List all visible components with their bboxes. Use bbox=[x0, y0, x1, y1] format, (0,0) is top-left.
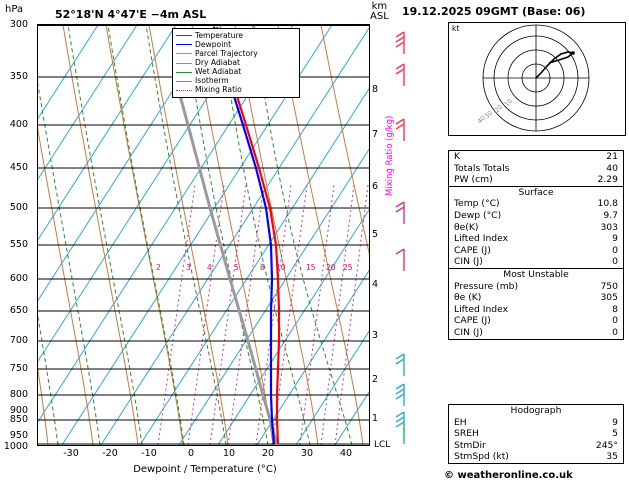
xtick-0: 0 bbox=[187, 448, 195, 459]
ytick-450: 450 bbox=[9, 162, 28, 173]
legend-item-mixing-ratio bbox=[176, 86, 296, 95]
hodo-row-sreh bbox=[449, 428, 623, 440]
mu-value-li: 8 bbox=[612, 303, 618, 315]
hodograph-table bbox=[448, 404, 624, 464]
mu-label-thetae: θe (K) bbox=[454, 292, 482, 304]
hodo-value-sreh: 5 bbox=[612, 428, 618, 440]
xtick--20: -20 bbox=[102, 448, 118, 459]
ytick-750: 750 bbox=[9, 363, 28, 374]
ytick-600: 600 bbox=[9, 273, 28, 284]
parcel-trajectory-curve bbox=[175, 77, 277, 444]
surface-value-temp: 10.8 bbox=[597, 198, 618, 210]
height-axis-label: km ASL bbox=[370, 1, 389, 22]
mixing-ratio-value-2: 2 bbox=[156, 263, 161, 272]
xtick--30: -30 bbox=[63, 448, 79, 459]
legend-item-dewpoint bbox=[176, 41, 296, 50]
mu-value-pressure: 750 bbox=[600, 280, 618, 292]
hodo-value-stmspd: 35 bbox=[606, 451, 618, 463]
hodograph-section-header: Hodograph bbox=[510, 405, 562, 416]
index-label-pw: PW (cm) bbox=[454, 174, 493, 186]
hodograph-svg bbox=[449, 23, 623, 133]
legend-swatch-dewpoint bbox=[176, 44, 192, 45]
mixing-ratio-value-5: 5 bbox=[234, 263, 239, 272]
xtick-30: 30 bbox=[300, 448, 314, 459]
legend-swatch-parcel bbox=[176, 53, 192, 54]
mu-label-cin: CIN (J) bbox=[454, 326, 483, 338]
mixing-ratio-value-8: 8 bbox=[260, 263, 265, 272]
mixing-ratio-value-10: 10 bbox=[276, 263, 286, 272]
legend-item-parcel bbox=[176, 50, 296, 59]
kmtick-3: 3 bbox=[372, 330, 379, 341]
legend-label-wet-adiabat: Wet Adiabat bbox=[195, 66, 242, 76]
hodo-row-stmspd bbox=[449, 451, 623, 463]
legend-swatch-isotherm bbox=[176, 81, 192, 82]
kmtick-8: 8 bbox=[372, 84, 379, 95]
surface-label-dewp: Dewp (°C) bbox=[454, 209, 502, 221]
index-row-k bbox=[449, 151, 623, 163]
mu-value-cape: 0 bbox=[612, 315, 618, 327]
hodo-row-stmdir bbox=[449, 440, 623, 452]
hodo-value-stmdir: 245° bbox=[595, 439, 618, 451]
legend-swatch-dry-adiabat bbox=[176, 63, 192, 64]
ytick-1000: 1000 bbox=[3, 441, 28, 452]
xtick--10: -10 bbox=[141, 448, 157, 459]
legend-label-temperature: Temperature bbox=[195, 30, 244, 40]
hodo-label-stmdir: StmDir bbox=[454, 439, 486, 451]
ytick-550: 550 bbox=[9, 239, 28, 250]
mixing-ratio-value-20: 20 bbox=[326, 263, 336, 272]
index-label-k: K bbox=[454, 151, 461, 162]
legend-label-dry-adiabat: Dry Adiabat bbox=[195, 57, 240, 67]
surface-label-cin: CIN (J) bbox=[454, 256, 483, 268]
svg-text:10: 10 bbox=[502, 96, 515, 109]
indices-table bbox=[448, 150, 624, 340]
ytick-800: 800 bbox=[9, 389, 28, 400]
legend-swatch-temperature bbox=[176, 35, 192, 36]
lcl-label: LCL bbox=[374, 440, 391, 450]
hodograph-endpoint bbox=[571, 51, 575, 55]
surface-label-thetae: θe(K) bbox=[454, 221, 479, 233]
ytick-900: 900 bbox=[9, 405, 28, 416]
x-axis-title: Dewpoint / Temperature (°C) bbox=[133, 464, 277, 475]
surface-row-thetae bbox=[449, 222, 623, 234]
kmtick-4: 4 bbox=[372, 279, 379, 290]
svg-text:40: 40 bbox=[475, 113, 488, 126]
mu-label-pressure: Pressure (mb) bbox=[454, 280, 519, 292]
mixing-ratio-value-3: 3 bbox=[186, 263, 191, 272]
index-row-totals bbox=[449, 163, 623, 175]
kmtick-7: 7 bbox=[372, 129, 379, 140]
mu-row-li bbox=[449, 304, 623, 316]
ytick-850: 850 bbox=[9, 414, 28, 425]
svg-text:20: 20 bbox=[492, 102, 505, 115]
most-unstable-section-header: Most Unstable bbox=[449, 268, 623, 281]
pressure-axis-label: hPa bbox=[5, 4, 24, 15]
surface-row-cin bbox=[449, 256, 623, 268]
mu-row-pressure bbox=[449, 281, 623, 293]
surface-value-cin: 0 bbox=[612, 256, 618, 268]
index-value-pw: 2.29 bbox=[597, 174, 618, 186]
hodo-label-eh: EH bbox=[454, 416, 467, 428]
mixing-ratio-value-25: 25 bbox=[343, 263, 353, 272]
legend-swatch-mixing-ratio bbox=[176, 90, 192, 91]
hodograph-unit-label: kt bbox=[452, 24, 460, 33]
surface-value-thetae: 303 bbox=[600, 221, 618, 233]
legend-label-mixing-ratio: Mixing Ratio bbox=[195, 85, 242, 95]
station-title: 52°18'N 4°47'E −4m ASL bbox=[55, 8, 207, 21]
kmtick-1: 1 bbox=[372, 413, 379, 424]
surface-row-li bbox=[449, 233, 623, 245]
run-datetime: 19.12.2025 09GMT (Base: 06) bbox=[402, 5, 586, 18]
surface-label-temp: Temp (°C) bbox=[454, 198, 500, 210]
svg-text:30: 30 bbox=[482, 108, 495, 121]
surface-row-temp bbox=[449, 198, 623, 210]
ytick-650: 650 bbox=[9, 305, 28, 316]
hodo-value-eh: 9 bbox=[612, 416, 618, 428]
mu-value-thetae: 305 bbox=[600, 292, 618, 304]
xtick-10: 10 bbox=[222, 448, 236, 459]
mu-label-cape: CAPE (J) bbox=[454, 315, 491, 327]
mu-row-cape bbox=[449, 315, 623, 327]
chart-legend bbox=[172, 28, 300, 98]
mixing-ratio-axis-title: Mixing Ratio (g/kg) bbox=[385, 115, 395, 196]
legend-label-dewpoint: Dewpoint bbox=[195, 39, 232, 49]
surface-label-cape: CAPE (J) bbox=[454, 244, 491, 256]
ytick-350: 350 bbox=[9, 71, 28, 82]
mu-value-cin: 0 bbox=[612, 326, 618, 338]
hodo-row-eh bbox=[449, 417, 623, 429]
ytick-300: 300 bbox=[9, 19, 28, 30]
mu-row-cin bbox=[449, 327, 623, 339]
copyright-credit: © weatheronline.co.uk bbox=[444, 470, 573, 481]
legend-label-parcel: Parcel Trajectory bbox=[195, 48, 258, 58]
mu-row-thetae bbox=[449, 292, 623, 304]
surface-label-li: Lifted Index bbox=[454, 233, 509, 245]
hodo-label-stmspd: StmSpd (kt) bbox=[454, 451, 509, 463]
legend-item-temperature bbox=[176, 32, 296, 41]
surface-value-dewp: 9.7 bbox=[603, 209, 618, 221]
index-row-pw bbox=[449, 174, 623, 186]
xtick-20: 20 bbox=[261, 448, 275, 459]
kmtick-2: 2 bbox=[372, 374, 379, 385]
surface-value-cape: 0 bbox=[612, 244, 618, 256]
surface-row-cape bbox=[449, 245, 623, 257]
mixing-ratio-value-15: 15 bbox=[306, 263, 316, 272]
hodo-label-sreh: SREH bbox=[454, 428, 479, 440]
surface-section-header: Surface bbox=[449, 186, 623, 199]
surface-row-dewp bbox=[449, 210, 623, 222]
mixing-ratio-value-4: 4 bbox=[207, 263, 212, 272]
kmtick-5: 5 bbox=[372, 229, 379, 240]
ytick-950: 950 bbox=[9, 430, 28, 441]
legend-swatch-wet-adiabat bbox=[176, 72, 192, 73]
legend-label-isotherm: Isotherm bbox=[195, 75, 229, 85]
kmtick-6: 6 bbox=[372, 181, 379, 192]
xtick-40: 40 bbox=[339, 448, 353, 459]
ytick-500: 500 bbox=[9, 202, 28, 213]
index-value-totals: 40 bbox=[606, 162, 618, 174]
ytick-700: 700 bbox=[9, 335, 28, 346]
surface-value-li: 9 bbox=[612, 233, 618, 245]
mu-label-li: Lifted Index bbox=[454, 303, 509, 315]
index-value-k: 21 bbox=[606, 151, 618, 162]
info-panel bbox=[400, 0, 629, 486]
index-label-totals: Totals Totals bbox=[454, 162, 510, 174]
hodograph-plot bbox=[448, 22, 626, 136]
ytick-400: 400 bbox=[9, 119, 28, 130]
legend-item-wet-adiabat bbox=[176, 68, 296, 77]
